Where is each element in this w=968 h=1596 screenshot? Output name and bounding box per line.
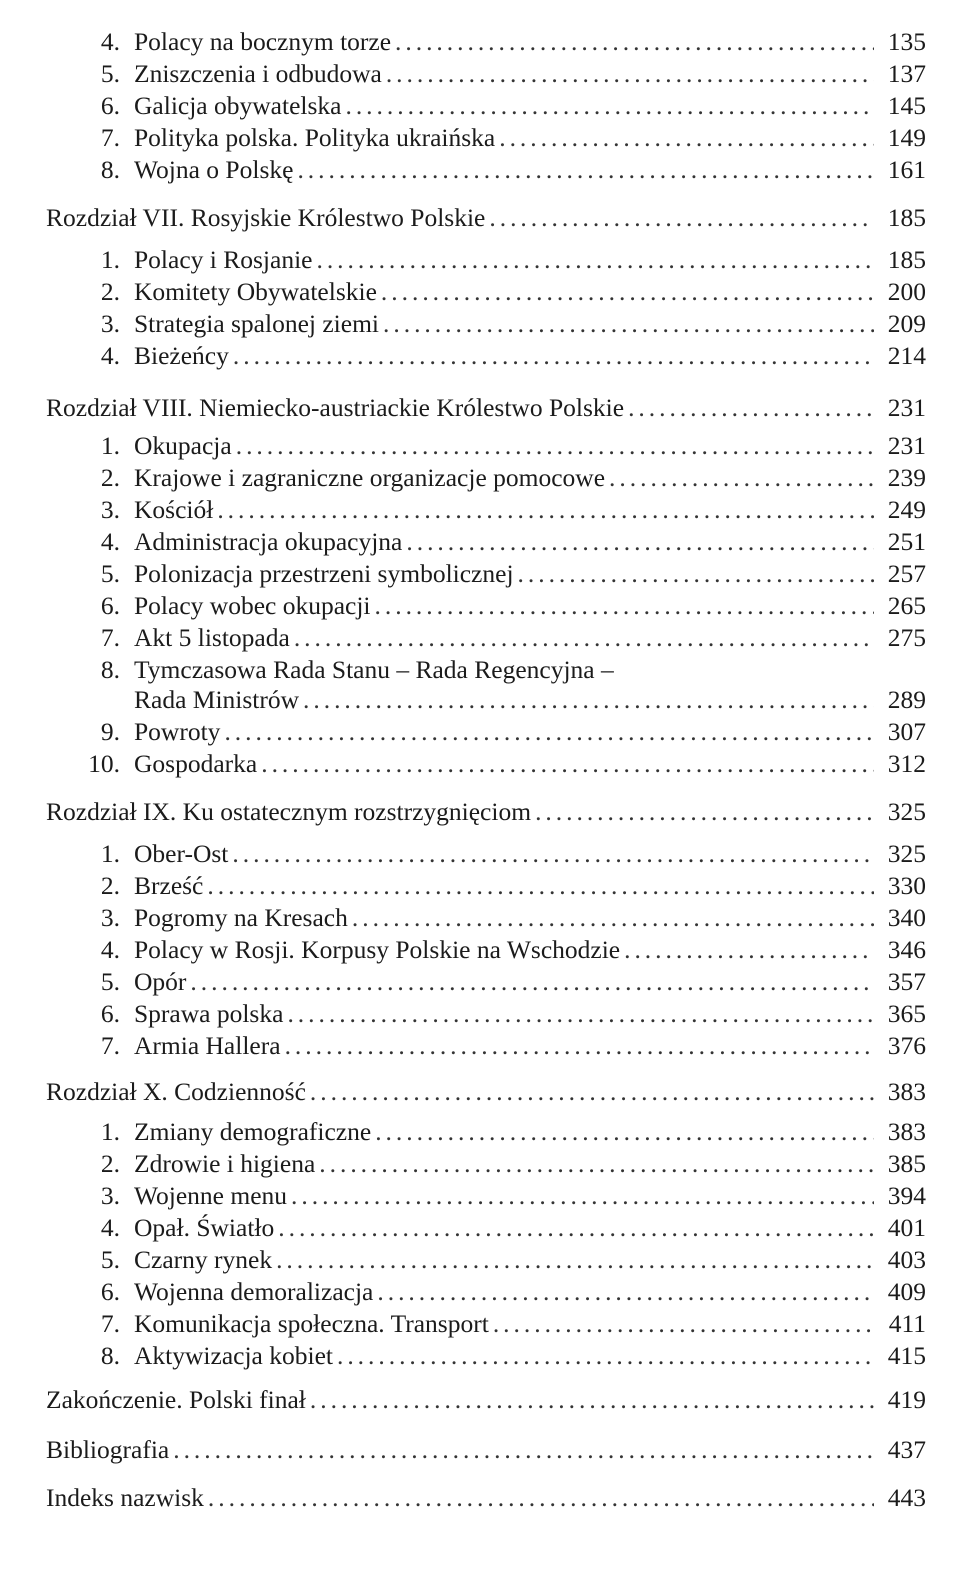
toc-section-entry[interactable] <box>70 558 926 590</box>
page-number: 312 <box>887 749 926 778</box>
toc-chapter-entry[interactable] <box>46 1076 926 1108</box>
entry-title: Sprawa polska <box>134 999 284 1028</box>
page-number: 419 <box>887 1385 926 1414</box>
section-number: 6. <box>100 591 120 620</box>
section-number: 8. <box>100 1341 120 1370</box>
dot-leader <box>337 1340 874 1372</box>
toc-section-entry[interactable] <box>70 340 926 372</box>
toc-chapter-entry[interactable] <box>46 392 926 424</box>
entry-title: Zdrowie i higiena <box>134 1149 316 1178</box>
section-number: 5. <box>100 559 120 588</box>
toc-section-entry[interactable] <box>70 870 926 902</box>
dot-leader <box>493 1308 874 1340</box>
page-number: 365 <box>887 999 926 1028</box>
toc-section-entry[interactable] <box>70 934 926 966</box>
section-number: 7. <box>100 623 120 652</box>
toc-chapter-entry[interactable] <box>46 1434 926 1466</box>
toc-section-entry[interactable] <box>70 430 926 462</box>
page-number: 415 <box>887 1341 926 1370</box>
entry-title: Powroty <box>134 717 221 746</box>
toc-section-entry[interactable] <box>70 622 926 654</box>
entry-title: Gospodarka <box>134 749 258 778</box>
section-number: 1. <box>100 839 120 868</box>
page-number: 307 <box>887 717 926 746</box>
entry-title: Polacy wobec okupacji <box>134 591 371 620</box>
dot-leader <box>628 392 874 424</box>
entry-title: Kościół <box>134 495 214 524</box>
dot-leader <box>208 1482 874 1514</box>
entry-title: Tymczasowa Rada Stanu – Rada Regencyjna – <box>134 655 614 684</box>
page-number: 249 <box>887 495 926 524</box>
section-number: 4. <box>100 527 120 556</box>
dot-leader <box>236 430 874 462</box>
dot-leader <box>377 1276 874 1308</box>
entry-title: Rada Ministrów <box>134 685 300 714</box>
entry-title: Bibliografia <box>46 1435 170 1464</box>
section-number: 6. <box>100 999 120 1028</box>
page-number: 149 <box>887 123 926 152</box>
dot-leader <box>233 340 874 372</box>
page-number: 330 <box>887 871 926 900</box>
dot-leader <box>276 1244 874 1276</box>
section-number: 2. <box>100 463 120 492</box>
dot-leader <box>352 902 874 934</box>
entry-title: Rozdział VIII. Niemiecko-austriackie Królestwo Polskie <box>46 393 625 422</box>
dot-leader <box>345 90 874 122</box>
toc-section-entry[interactable] <box>70 462 926 494</box>
toc-section-entry[interactable] <box>70 276 926 308</box>
page-number: 137 <box>887 59 926 88</box>
section-number: 4. <box>100 935 120 964</box>
toc-section-entry[interactable] <box>70 1308 926 1340</box>
section-number: 9. <box>100 717 120 746</box>
page-number: 357 <box>887 967 926 996</box>
dot-leader <box>319 1148 874 1180</box>
toc-section-entry[interactable] <box>70 1180 926 1212</box>
dot-leader <box>303 684 874 716</box>
page-number: 325 <box>887 839 926 868</box>
entry-title: Rozdział IX. Ku ostatecznym rozstrzygnięciom <box>46 797 532 826</box>
dot-leader <box>287 998 874 1030</box>
section-number: 2. <box>100 1149 120 1178</box>
toc-section-entry[interactable] <box>70 966 926 998</box>
toc-section-entry[interactable] <box>70 526 926 558</box>
page-number: 275 <box>887 623 926 652</box>
dot-leader <box>499 122 874 154</box>
page-number: 265 <box>887 591 926 620</box>
page-number: 346 <box>887 935 926 964</box>
toc-section-entry[interactable] <box>70 1116 926 1148</box>
page-number: 409 <box>887 1277 926 1306</box>
section-number: 8. <box>100 155 120 184</box>
section-number: 5. <box>100 59 120 88</box>
page-number: 257 <box>887 559 926 588</box>
dot-leader <box>190 966 874 998</box>
dot-leader <box>383 308 874 340</box>
page-number: 185 <box>887 203 926 232</box>
toc-section-entry[interactable] <box>70 1276 926 1308</box>
section-number: 6. <box>100 91 120 120</box>
toc-section-entry[interactable] <box>70 1030 926 1062</box>
toc-chapter-entry[interactable] <box>46 1384 926 1416</box>
entry-title: Zmiany demograficzne <box>134 1117 372 1146</box>
dot-leader <box>375 590 874 622</box>
entry-title: Polityka polska. Polityka ukraińska <box>134 123 496 152</box>
dot-leader <box>207 870 874 902</box>
toc-section-entry[interactable] <box>70 122 926 154</box>
entry-title: Brześć <box>134 871 204 900</box>
toc-section-entry[interactable] <box>70 748 926 780</box>
toc-section-entry[interactable] <box>70 244 926 276</box>
toc-chapter-entry[interactable] <box>46 1482 926 1514</box>
toc-section-entry[interactable] <box>70 1340 926 1372</box>
section-number: 3. <box>100 903 120 932</box>
page-number: 443 <box>887 1483 926 1512</box>
page-number: 383 <box>887 1077 926 1106</box>
toc-section-entry[interactable] <box>70 838 926 870</box>
dot-leader <box>489 202 874 234</box>
dot-leader <box>316 244 874 276</box>
page-number: 376 <box>887 1031 926 1060</box>
section-number: 5. <box>100 1245 120 1274</box>
section-number: 10. <box>88 749 120 778</box>
section-number: 7. <box>100 1309 120 1338</box>
dot-leader <box>624 934 874 966</box>
entry-title: Ober-Ost <box>134 839 229 868</box>
section-number: 7. <box>100 123 120 152</box>
dot-leader <box>375 1116 874 1148</box>
toc-chapter-entry[interactable] <box>46 202 926 234</box>
page-number: 394 <box>887 1181 926 1210</box>
entry-title: Zniszczenia i odbudowa <box>134 59 382 88</box>
toc-section-entry[interactable] <box>70 494 926 526</box>
dot-leader <box>395 26 874 58</box>
page-number: 411 <box>888 1309 926 1338</box>
page-number: 161 <box>887 155 926 184</box>
entry-title: Wojna o Polskę <box>134 155 294 184</box>
toc-section-entry[interactable] <box>70 684 926 716</box>
page-number: 340 <box>887 903 926 932</box>
dot-leader <box>278 1212 874 1244</box>
page-number: 385 <box>887 1149 926 1178</box>
page-number: 185 <box>887 245 926 274</box>
entry-title: Bieżeńcy <box>134 341 229 370</box>
page-number: 401 <box>887 1213 926 1242</box>
entry-title: Opór <box>134 967 187 996</box>
page-number: 437 <box>887 1435 926 1464</box>
section-number: 1. <box>100 431 120 460</box>
toc-section-entry[interactable] <box>70 1212 926 1244</box>
dot-leader <box>386 58 874 90</box>
dot-leader <box>285 1030 874 1062</box>
page-number: 135 <box>887 27 926 56</box>
page-number: 403 <box>887 1245 926 1274</box>
entry-title: Polonizacja przestrzeni symbolicznej <box>134 559 514 588</box>
dot-leader <box>173 1434 874 1466</box>
section-number: 1. <box>100 1117 120 1146</box>
section-number: 1. <box>100 245 120 274</box>
entry-title: Polacy w Rosji. Korpusy Polskie na Wschodzie <box>134 935 621 964</box>
dot-leader <box>297 154 874 186</box>
section-number: 4. <box>100 1213 120 1242</box>
page-number: 231 <box>887 393 926 422</box>
entry-title: Zakończenie. Polski finał <box>46 1385 306 1414</box>
toc-section-entry[interactable] <box>70 1148 926 1180</box>
entry-title: Okupacja <box>134 431 232 460</box>
page-number: 383 <box>887 1117 926 1146</box>
toc-chapter-entry[interactable] <box>46 796 926 828</box>
toc-section-entry[interactable] <box>70 58 926 90</box>
dot-leader <box>294 622 874 654</box>
page-number: 200 <box>887 277 926 306</box>
entry-title: Administracja okupacyjna <box>134 527 403 556</box>
dot-leader <box>609 462 874 494</box>
dot-leader <box>217 494 874 526</box>
entry-title: Komitety Obywatelskie <box>134 277 377 306</box>
entry-title: Rozdział VII. Rosyjskie Królestwo Polskie <box>46 203 486 232</box>
page-number: 209 <box>887 309 926 338</box>
entry-title: Galicja obywatelska <box>134 91 342 120</box>
dot-leader <box>518 558 874 590</box>
entry-title: Opał. Światło <box>134 1213 275 1242</box>
toc-section-entry[interactable] <box>70 590 926 622</box>
section-number: 8. <box>100 655 120 684</box>
dot-leader <box>535 796 874 828</box>
toc-section-entry[interactable] <box>70 716 926 748</box>
section-number: 3. <box>100 495 120 524</box>
entry-title: Polacy i Rosjanie <box>134 245 313 274</box>
page-number: 325 <box>887 797 926 826</box>
entry-title: Komunikacja społeczna. Transport <box>134 1309 489 1338</box>
section-number: 6. <box>100 1277 120 1306</box>
toc-section-entry[interactable] <box>70 902 926 934</box>
entry-title: Indeks nazwisk <box>46 1483 204 1512</box>
entry-title: Strategia spalonej ziemi <box>134 309 380 338</box>
entry-title: Akt 5 listopada <box>134 623 290 652</box>
dot-leader <box>406 526 874 558</box>
page-number: 239 <box>887 463 926 492</box>
section-number: 5. <box>100 967 120 996</box>
section-number: 4. <box>100 341 120 370</box>
toc-section-entry[interactable] <box>70 308 926 340</box>
section-number: 7. <box>100 1031 120 1060</box>
section-number: 3. <box>100 309 120 338</box>
entry-title: Aktywizacja kobiet <box>134 1341 333 1370</box>
toc-section-entry[interactable] <box>70 654 926 686</box>
entry-title: Wojenne menu <box>134 1181 288 1210</box>
entry-title: Czarny rynek <box>134 1245 273 1274</box>
toc-section-entry[interactable] <box>70 154 926 186</box>
entry-title: Rozdział X. Codzienność <box>46 1077 306 1106</box>
section-number: 2. <box>100 277 120 306</box>
page-number: 289 <box>887 685 926 714</box>
toc-section-entry[interactable] <box>70 998 926 1030</box>
dot-leader <box>310 1384 874 1416</box>
entry-title: Polacy na bocznym torze <box>134 27 392 56</box>
dot-leader <box>310 1076 874 1108</box>
dot-leader <box>261 748 874 780</box>
toc-section-entry[interactable] <box>70 26 926 58</box>
dot-leader <box>232 838 874 870</box>
page-number: 231 <box>887 431 926 460</box>
entry-title: Armia Hallera <box>134 1031 281 1060</box>
entry-title: Wojenna demoralizacja <box>134 1277 374 1306</box>
dot-leader <box>224 716 874 748</box>
toc-section-entry[interactable] <box>70 1244 926 1276</box>
entry-title: Krajowe i zagraniczne organizacje pomocowe <box>134 463 606 492</box>
dot-leader <box>381 276 874 308</box>
dot-leader <box>291 1180 874 1212</box>
page-number: 214 <box>887 341 926 370</box>
toc-section-entry[interactable] <box>70 90 926 122</box>
page-number: 145 <box>887 91 926 120</box>
section-number: 2. <box>100 871 120 900</box>
section-number: 4. <box>100 27 120 56</box>
entry-title: Pogromy na Kresach <box>134 903 348 932</box>
page-number: 251 <box>887 527 926 556</box>
section-number: 3. <box>100 1181 120 1210</box>
